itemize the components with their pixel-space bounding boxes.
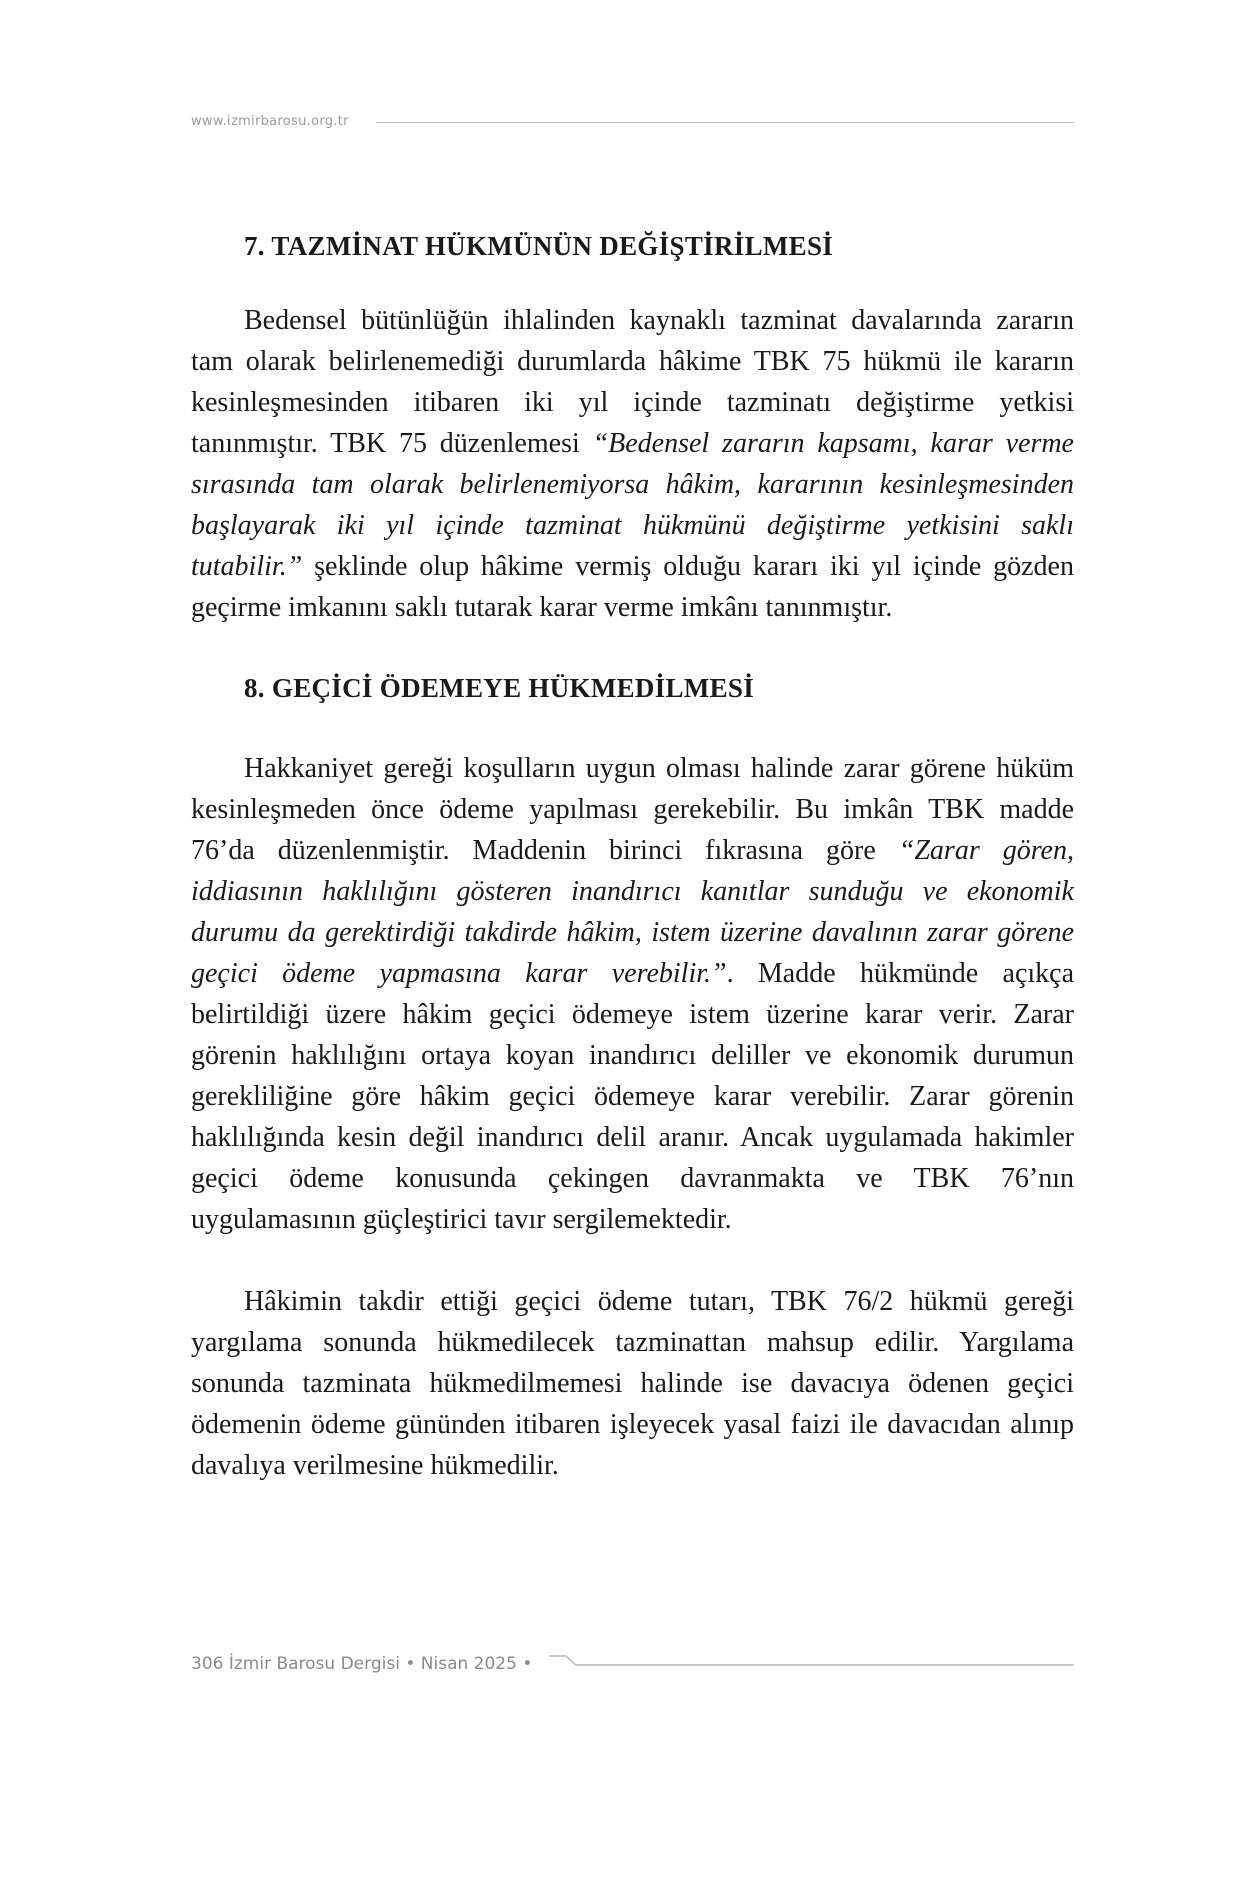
section-7-text-b: şeklinde olup hâkime vermiş olduğu kararı iki yıl içinde gözden geçirme imkanını saklı tutarak karar verme imkânı tanınmıştır. bbox=[191, 551, 1074, 623]
section-7-quote: “Bedensel zararın kapsamı, karar verme sırasında tam olarak belirlenemiyorsa hâkim, kararının kesinleşmesinden başlayarak iki yıl içinde tazminat hükmünü değiştirme yetkisini saklı tutabilir.” bbox=[191, 428, 1074, 582]
section-8-heading: 8. GEÇİCİ ÖDEMEYE HÜKMEDİLMESİ bbox=[244, 673, 755, 703]
section-8-text-b: . Madde hükmünde açıkça belirtildiği üzere hâkim geçici ödemeye istem üzerine karar verir. Zarar görenin haklılığını ortaya koyan inandırıcı deliller ve ekonomik durumun gerekliliğine göre hâkim geçici ödemeye karar verebilir. Zarar görenin haklılığında kesin değil inandırıcı delil aranır. Ancak uygulamada hakimler geçici ödeme konusunda çekingen davranmakta ve TBK 76’nın uygulamasının güçleştirici tavır sergilemektedir. bbox=[191, 958, 1075, 1235]
section-7-heading: 7. TAZMİNAT HÜKMÜNÜN DEĞİŞTİRİLMESİ bbox=[244, 231, 834, 261]
page-footer bbox=[191, 1652, 1074, 1676]
page-content bbox=[191, 228, 1074, 1486]
header-rule bbox=[376, 122, 1074, 123]
footer-text: 306 İzmir Barosu Dergisi • Nisan 2025 • bbox=[191, 1654, 533, 1674]
page-header bbox=[191, 112, 1074, 132]
section-8-paragraph-1 bbox=[191, 748, 1074, 1240]
header-url: www.izmirbarosu.org.tr bbox=[191, 114, 349, 129]
section-8-quote: “Zarar gören, iddiasının haklılığını gösteren inandırıcı kanıtlar sunduğu ve ekonomik durumu da gerektirdiği takdirde hâkim, istem üzerine davalının zarar görene geçici ödeme yapmasına karar verebilir.” bbox=[191, 835, 1074, 989]
section-8-text-a: Hakkaniyet gereği koşulların uygun olması halinde zarar görene hüküm kesinleşmeden önce ödeme yapılması gerekebilir. Bu imkân TBK madde 76’da düzenlenmiştir. Maddenin birinci fıkrasına göre bbox=[191, 753, 1074, 866]
section-8-paragraph-2: Hâkimin takdir ettiği geçici ödeme tutarı, TBK 76/2 hükmü gereği yargılama sonunda hükmedilecek tazminattan mahsup edilir. Yargılama sonunda tazminata hükmedilmemesi halinde ise davacıya ödenen geçici ödemenin ödeme gününden itibaren işleyecek yasal faizi ile davacıdan alınıp davalıya verilmesine hükmedilir. bbox=[191, 1286, 1074, 1481]
section-7-text-a: Bedensel bütünlüğün ihlalinden kaynaklı tazminat davalarında zararın tam olarak belirlenemediği durumlarda hâkime TBK 75 hükmü ile kararın kesinleşmesinden itibaren iki yıl içinde tazminatı değiştirme yetkisi tanınmıştır. TBK 75 düzenlemesi bbox=[191, 305, 1074, 459]
section-7-paragraph bbox=[191, 300, 1074, 628]
